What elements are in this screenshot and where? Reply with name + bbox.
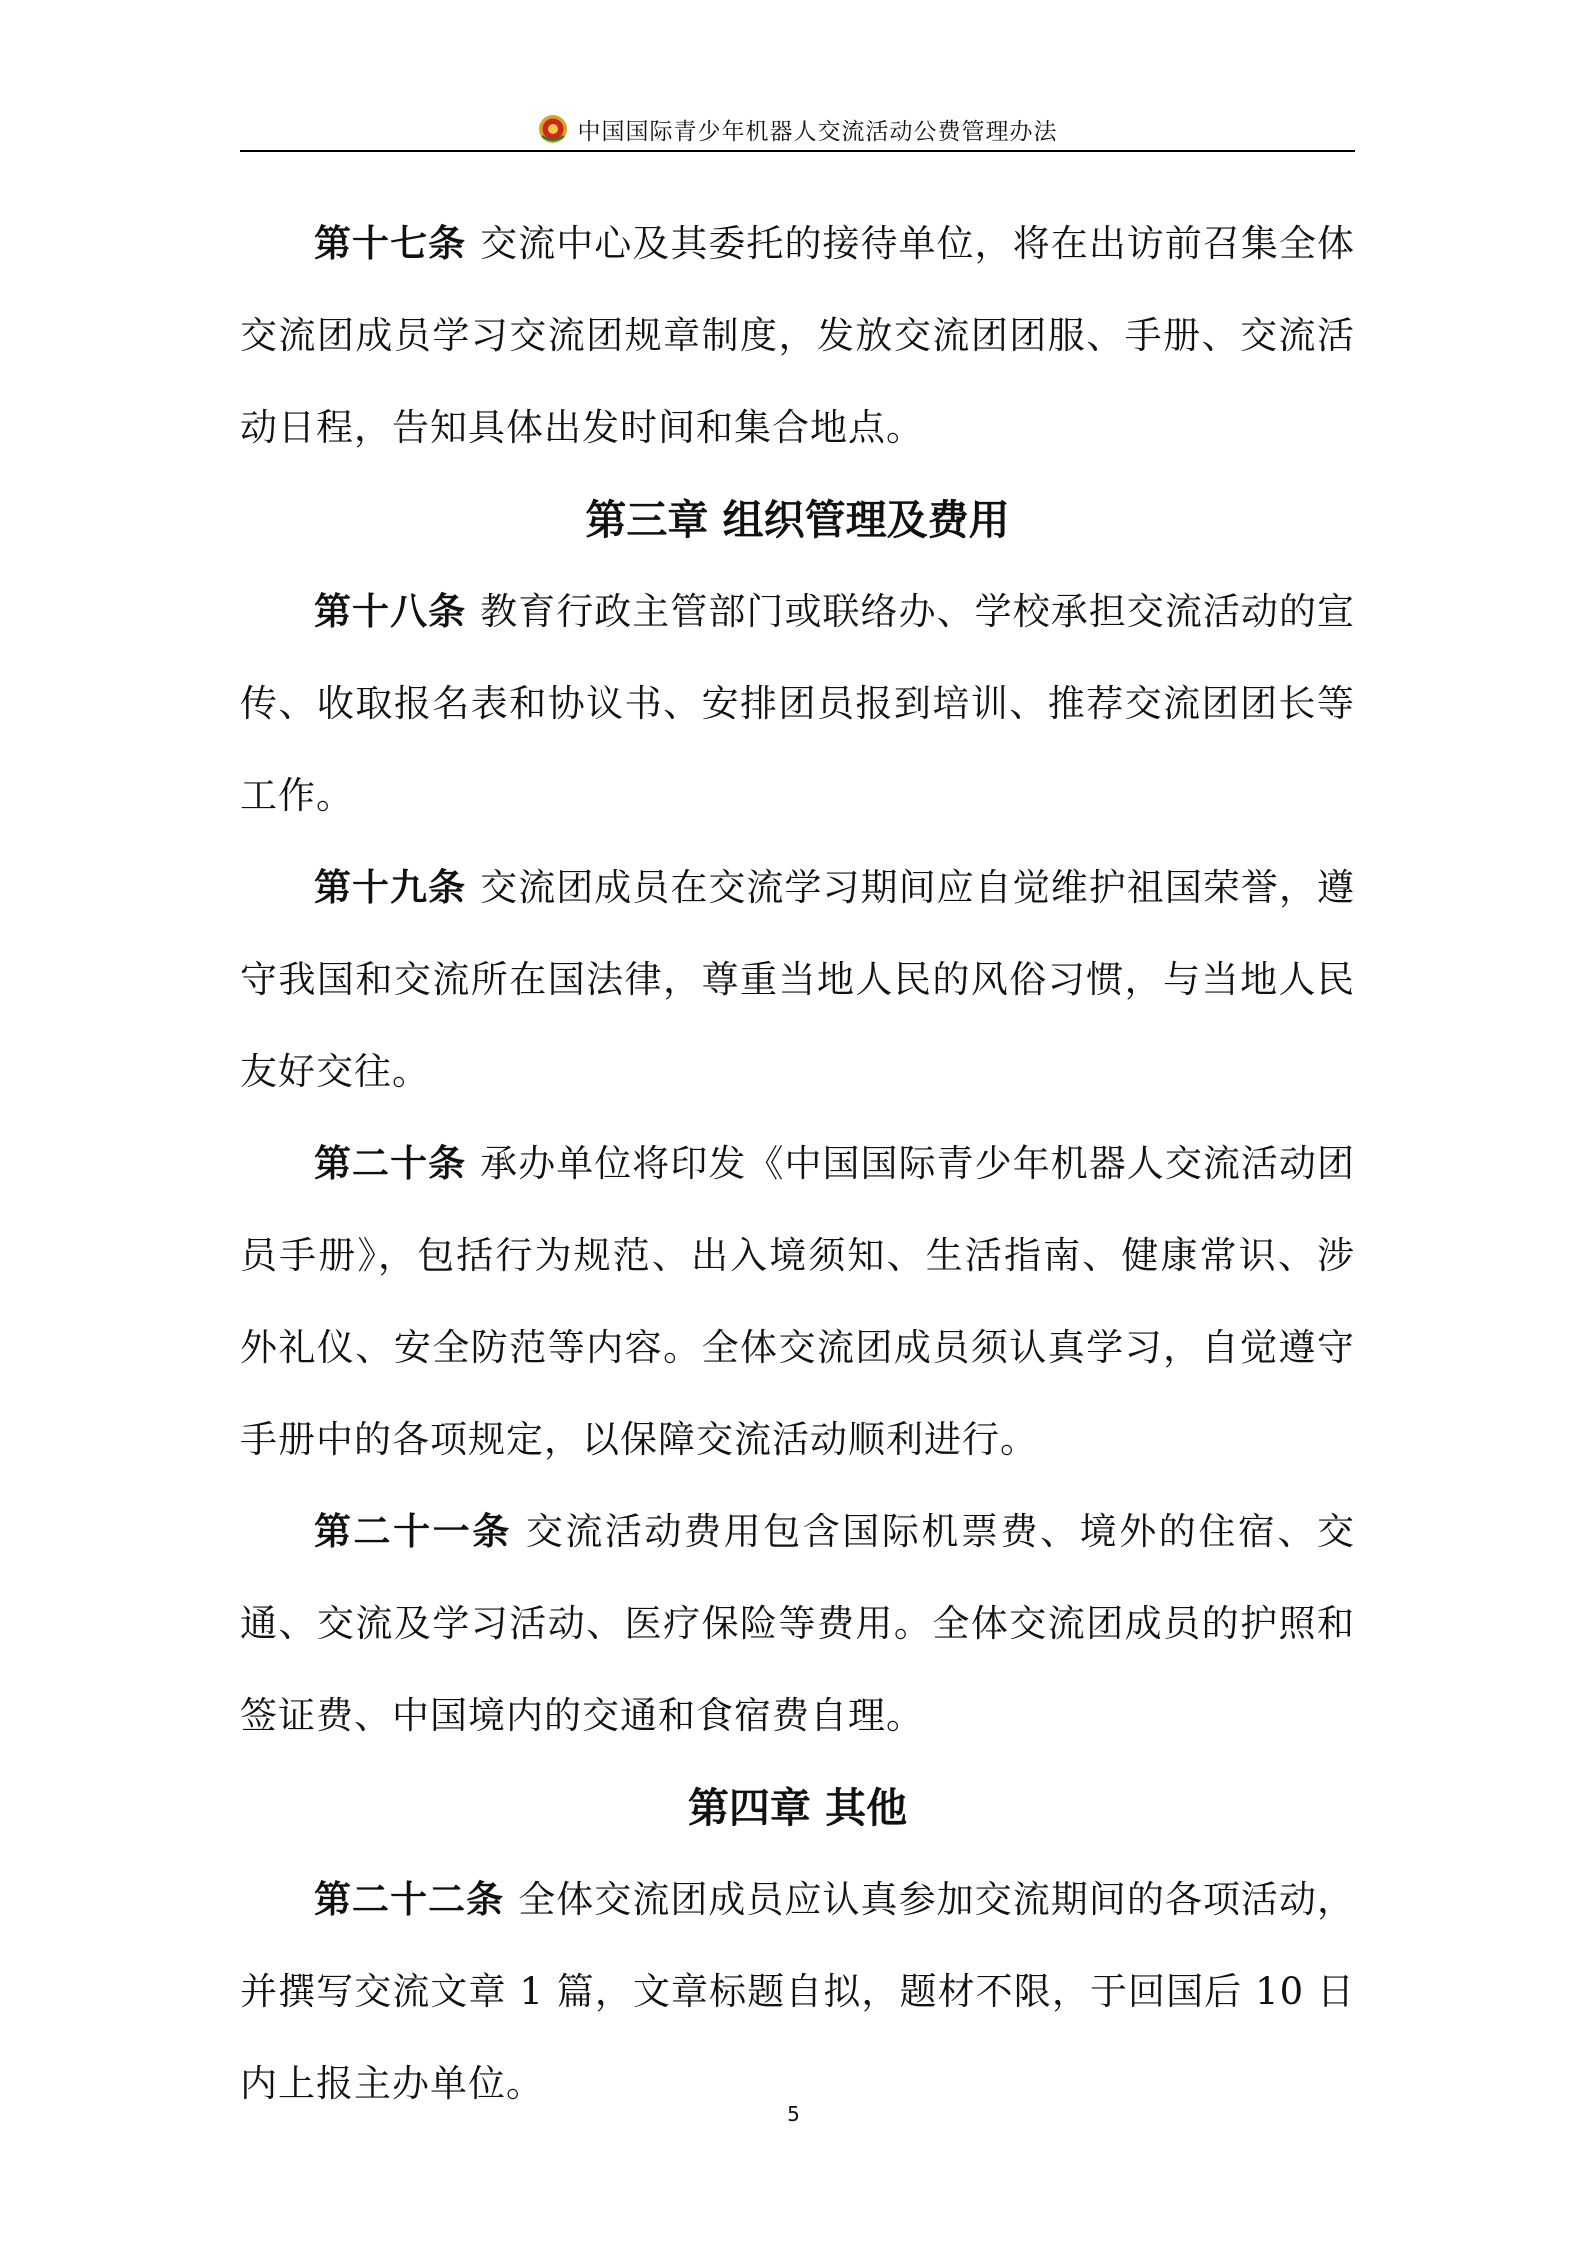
page-header (240, 108, 1355, 152)
article-22 (240, 1854, 1355, 2130)
emblem-icon (538, 114, 568, 144)
article-text: 全体交流团成员应认真参加交流期间的各项活动，并撰写交流文章 1 篇，文章标题自拟，题材不限，于回国后 10 日内上报主办单位。 (240, 1878, 1356, 2105)
article-text: 交流团成员在交流学习期间应自觉维护祖国荣誉，遵守我国和交流所在国法律，尊重当地人民的风俗习惯，与当地人民友好交往。 (240, 866, 1356, 1093)
article-20 (240, 1118, 1355, 1486)
chapter-heading: 第三章 组织管理及费用 (585, 496, 1010, 544)
document-body (240, 198, 1355, 2130)
article-label: 第十七条 (314, 222, 467, 265)
article-label: 第二十条 (314, 1142, 467, 1185)
article-label: 第二十二条 (314, 1878, 505, 1921)
page-number: 5 (787, 2102, 800, 2126)
article-label: 第十九条 (314, 866, 467, 909)
header-title: 中国国际青少年机器人交流活动公费管理办法 (577, 118, 1058, 145)
article-18 (240, 566, 1355, 842)
article-text: 交流活动费用包含国际机票费、境外的住宿、交通、交流及学习活动、医疗保险等费用。全体交流团成员的护照和签证费、中国境内的交通和食宿费自理。 (240, 1510, 1356, 1737)
chapter-heading: 第四章 其他 (687, 1784, 908, 1832)
article-17 (240, 198, 1355, 474)
article-label: 第十八条 (314, 590, 467, 633)
article-21 (240, 1486, 1355, 1762)
article-text: 交流中心及其委托的接待单位，将在出访前召集全体交流团成员学习交流团规章制度，发放交流团团服、手册、交流活动日程，告知具体出发时间和集合地点。 (240, 222, 1356, 449)
article-text: 承办单位将印发《中国国际青少年机器人交流活动团员手册》，包括行为规范、出入境须知、生活指南、健康常识、涉外礼仪、安全防范等内容。全体交流团成员须认真学习，自觉遵守手册中的各项规定，以保障交流活动顺利进行。 (240, 1142, 1356, 1461)
article-label: 第二十一条 (314, 1510, 512, 1553)
article-19 (240, 842, 1355, 1118)
article-text: 教育行政主管部门或联络办、学校承担交流活动的宣传、收取报名表和协议书、安排团员报到培训、推荐交流团团长等工作。 (240, 590, 1356, 817)
